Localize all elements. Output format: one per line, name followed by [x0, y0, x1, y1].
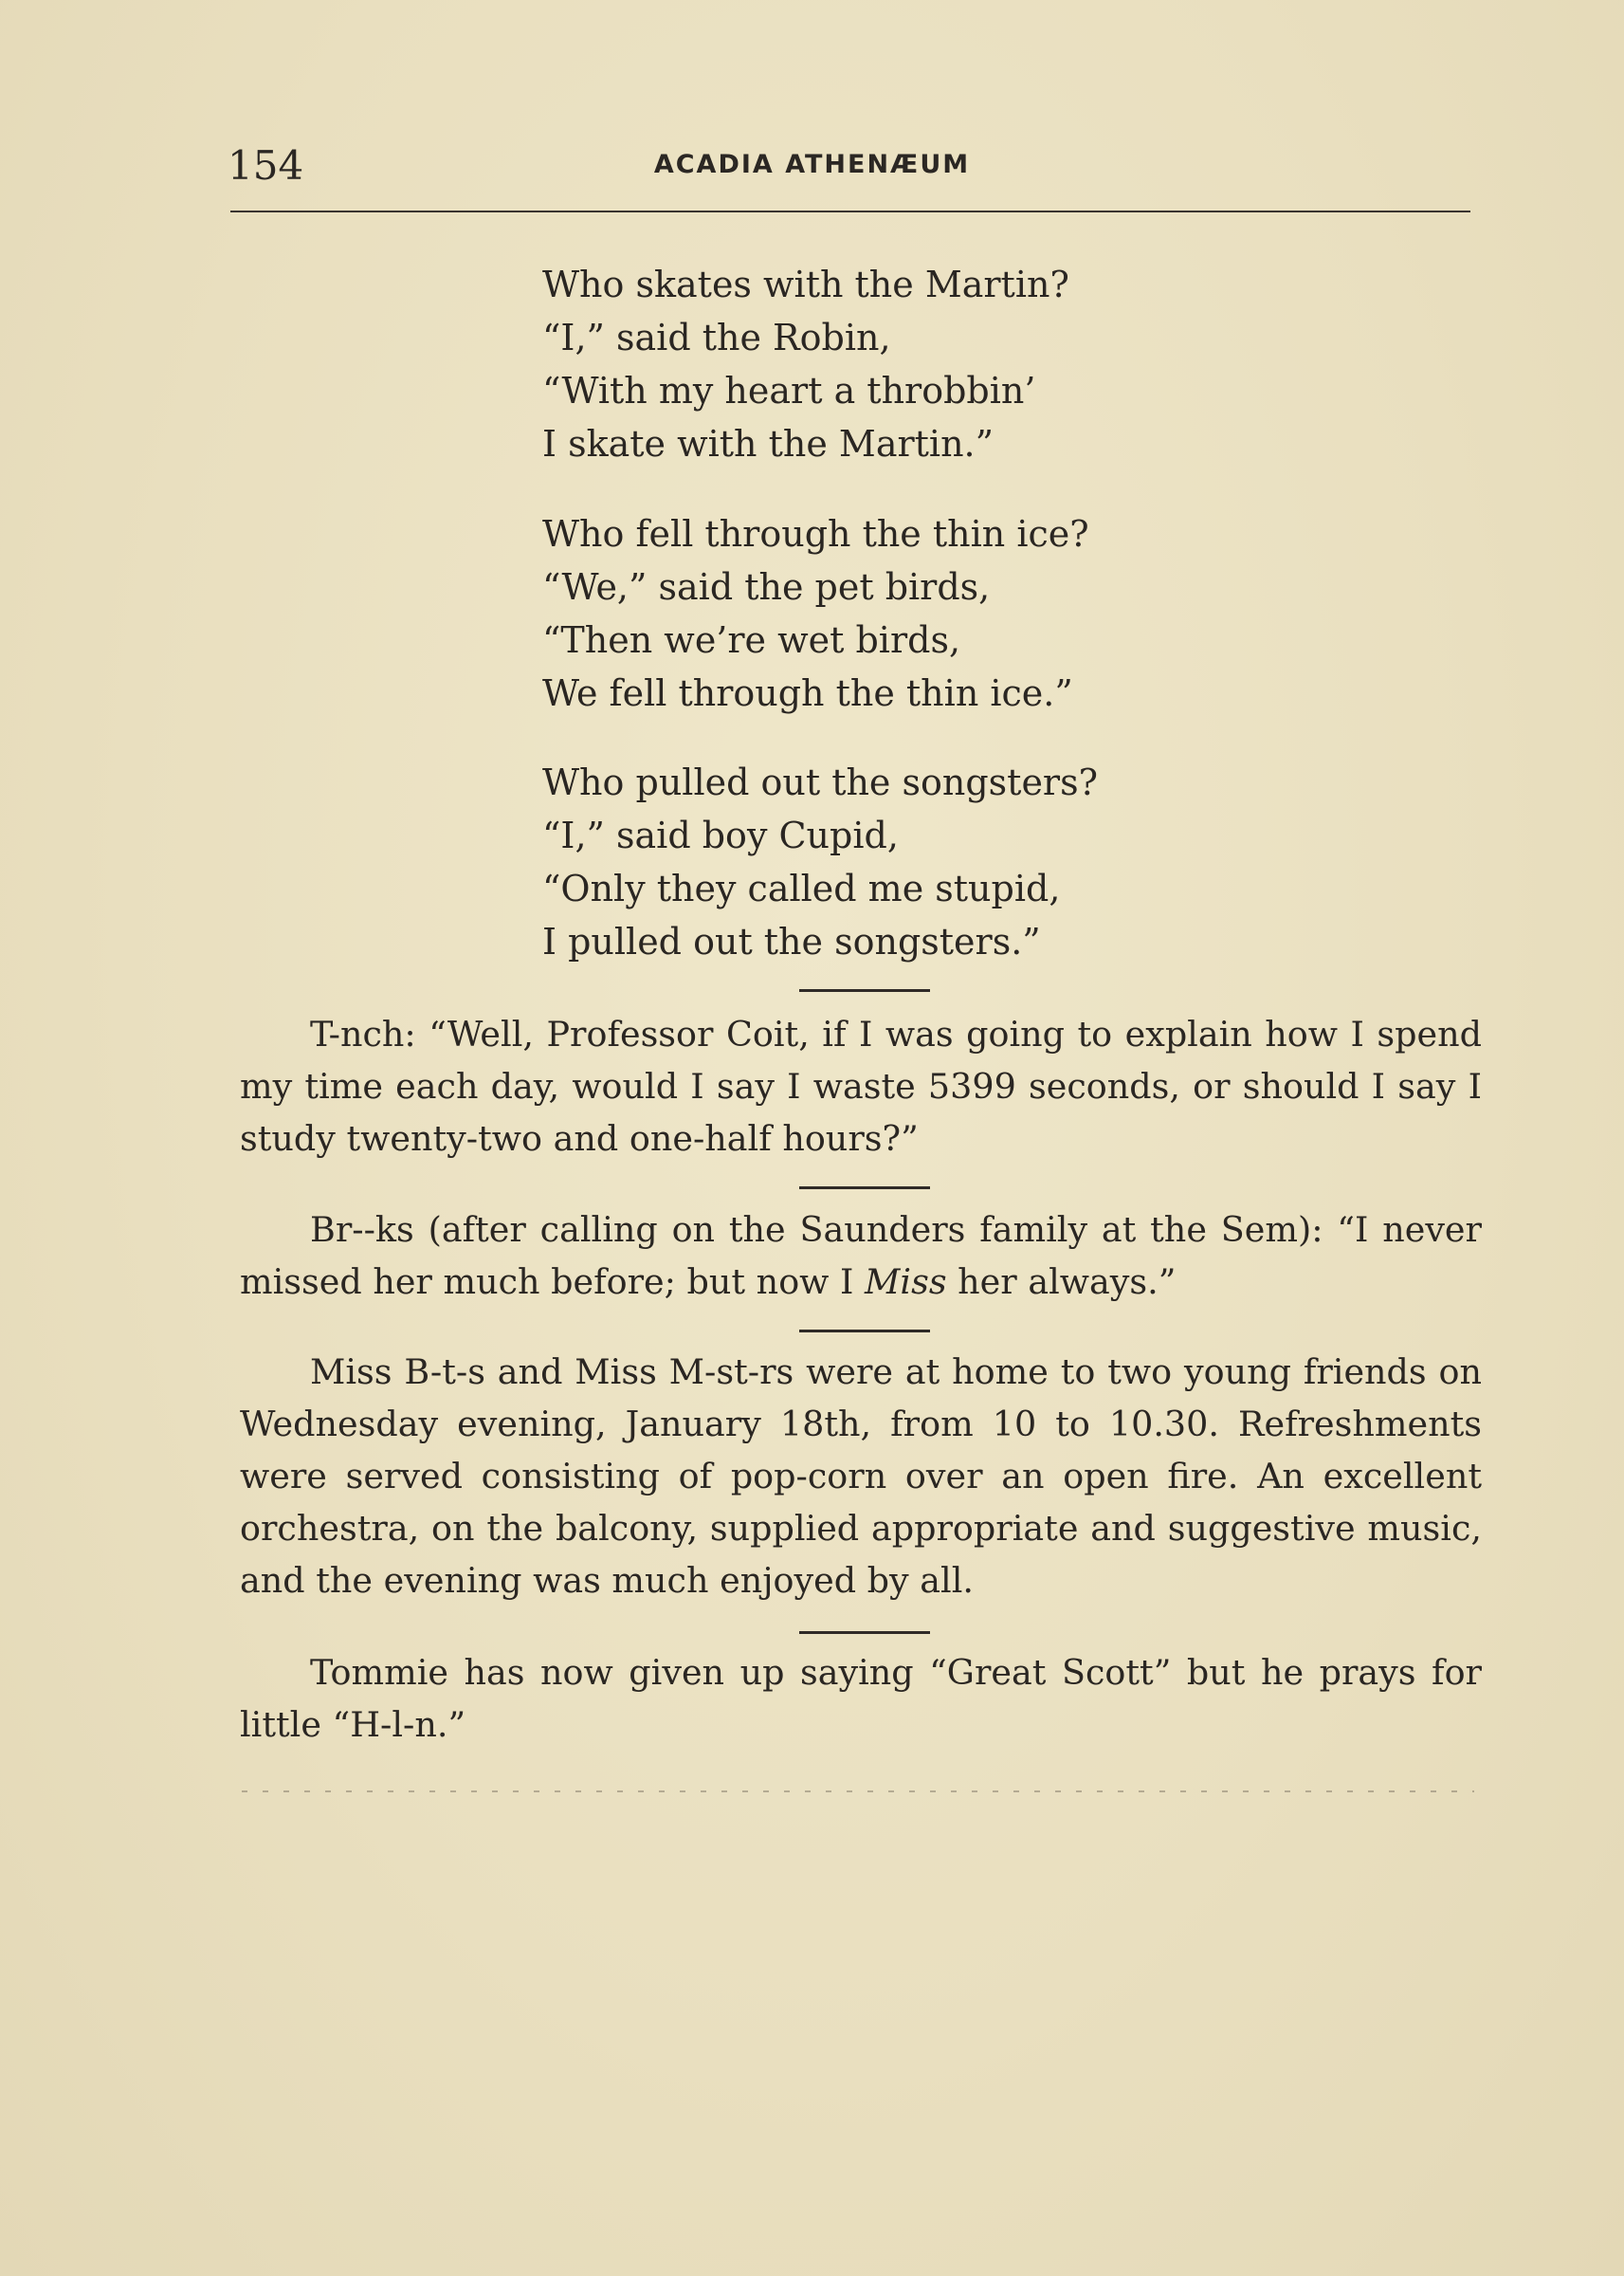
- poem-line: “Then we’re wet birds,: [542, 619, 961, 661]
- poem-line: “Only they called me stupid,: [542, 868, 1061, 909]
- section-divider: [799, 1330, 930, 1332]
- poem-line: I skate with the Martin.”: [542, 423, 994, 465]
- running-title: ACADIA ATHENÆUM: [653, 150, 971, 179]
- scan-artifact-line: [242, 1790, 1474, 1792]
- poem-stanza-3: [542, 756, 1098, 968]
- poem-line: We fell through the thin ice.”: [542, 672, 1073, 714]
- poem-line: Who pulled out the songsters?: [542, 762, 1098, 803]
- paragraph-at-home: Miss B-t-s and Miss M-st-rs were at home to two young friends on Wednesday evening, January 18th, from 10 to 10.30. Refreshments were served consisting of pop-corn over an open fire. An excellent orchestra, on the balcony, supplied appropriate and suggestive music, and the evening was much enjoyed by all.: [240, 1351, 1482, 1601]
- poem-line: “I,” said boy Cupid,: [542, 815, 899, 856]
- page-number: 154: [228, 142, 304, 189]
- header-rule: [230, 211, 1470, 212]
- section-divider: [799, 1186, 930, 1189]
- paragraph-brks: [240, 1203, 1482, 1308]
- poem-line: Who fell through the thin ice?: [542, 513, 1089, 555]
- poem-line: “With my heart a throbbin’: [542, 370, 1036, 412]
- poem-stanza-2: [542, 507, 1089, 720]
- paragraph-tommie: Tommie has now given up saying “Great Scott” but he prays for little “H-l-n.”: [240, 1652, 1482, 1745]
- section-divider: [799, 1631, 930, 1634]
- poem-stanza-1: [542, 258, 1069, 470]
- paragraph-tnch: T-nch: “Well, Professor Coit, if I was going to explain how I spend my time each day, would I say I waste 5399 seconds, or should I say I study twenty-two and one-half hours?”: [240, 1014, 1482, 1159]
- section-divider: [799, 989, 930, 992]
- poem-line: “We,” said the pet birds,: [542, 566, 991, 608]
- paragraph-text: her always.”: [946, 1261, 1177, 1302]
- poem-line: I pulled out the songsters.”: [542, 921, 1041, 963]
- emphasis-text: Miss: [865, 1261, 947, 1302]
- poem-line: Who skates with the Martin?: [542, 264, 1069, 305]
- paragraph-text: Br--ks (after calling on the Saunders family at the Sem): “I never missed her much before; but now I: [240, 1209, 1482, 1302]
- poem-line: “I,” said the Robin,: [542, 317, 891, 358]
